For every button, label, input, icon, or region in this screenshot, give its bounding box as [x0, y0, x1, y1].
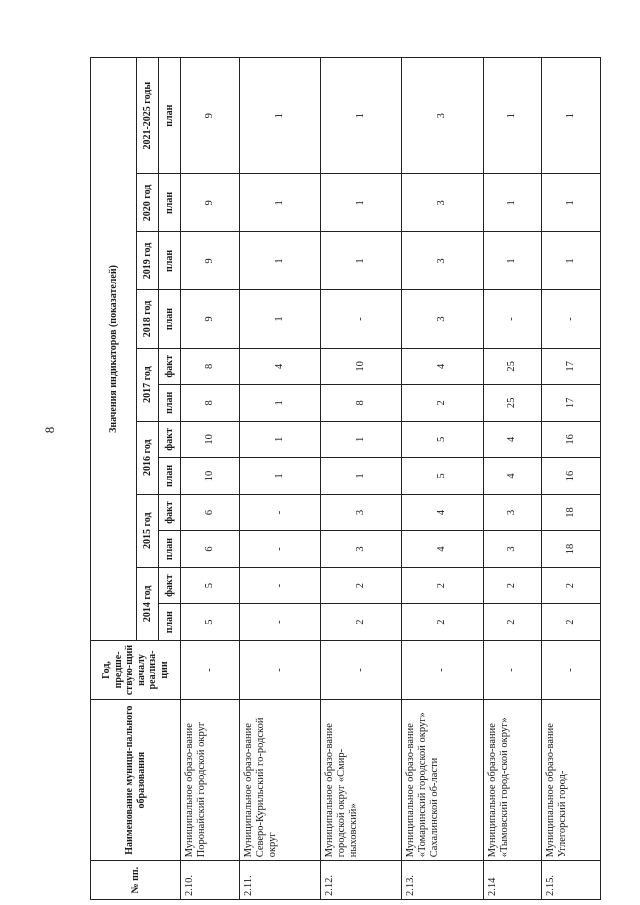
year-header: 2019 год	[137, 232, 159, 290]
year-header: 2016 год	[137, 421, 159, 494]
indicator-value: -	[320, 290, 401, 348]
col-name-header: Наименование муници-пального образования	[91, 700, 181, 861]
indicator-value: 2	[320, 604, 401, 641]
indicator-value: 4	[402, 348, 483, 385]
indicator-value: -	[239, 604, 320, 641]
municipality-name: Муниципальное образо-вание Углегорский город-	[542, 700, 601, 861]
indicator-value: 8	[320, 385, 401, 422]
fact-header: факт	[159, 494, 181, 531]
plan-header: план	[159, 232, 181, 290]
indicator-value: 1	[320, 458, 401, 495]
indicator-value: 9	[181, 290, 240, 348]
table-row	[483, 58, 542, 900]
indicator-value: 1	[320, 174, 401, 232]
plan-header: план	[159, 458, 181, 495]
year-header: 2014 год	[137, 567, 159, 640]
indicator-value: 1	[239, 458, 320, 495]
year-before-value: -	[181, 640, 240, 699]
fact-header: факт	[159, 348, 181, 385]
indicator-value: 2	[402, 604, 483, 641]
plan-header: план	[159, 531, 181, 568]
table-row	[542, 58, 601, 900]
year-before-value: -	[542, 640, 601, 699]
row-number: 2.13.	[402, 861, 483, 900]
indicator-value: 18	[542, 531, 601, 568]
indicator-value: -	[239, 567, 320, 604]
year-header: 2017 год	[137, 348, 159, 421]
indicator-value: 10	[320, 348, 401, 385]
indicator-value: 8	[181, 385, 240, 422]
indicator-value: 4	[402, 531, 483, 568]
indicator-value: 6	[181, 494, 240, 531]
row-number: 2.15.	[542, 861, 601, 900]
indicator-value: 25	[483, 385, 542, 422]
table-row	[320, 58, 401, 900]
municipality-name: Муниципальное образо-вание городской округ «Смир-ныховский»	[320, 700, 401, 861]
indicator-value: 10	[181, 421, 240, 458]
indicators-header: Значения индикаторов (показателей)	[91, 58, 137, 641]
plan-header: план	[159, 174, 181, 232]
indicator-value: 1	[239, 174, 320, 232]
indicator-value: 1	[239, 290, 320, 348]
indicator-value: 3	[483, 494, 542, 531]
indicator-value: 1	[483, 232, 542, 290]
indicator-value: 5	[181, 567, 240, 604]
indicator-value: 3	[320, 494, 401, 531]
indicator-value: 6	[181, 531, 240, 568]
indicators-table	[90, 57, 601, 900]
page-number: 8	[42, 426, 57, 434]
indicator-value: 1	[239, 232, 320, 290]
indicator-value: 4	[483, 458, 542, 495]
indicator-value: 2	[483, 604, 542, 641]
col-before-header: Год, предше-ствую-щий началу реализа-ции	[91, 640, 181, 699]
indicator-value: 1	[320, 421, 401, 458]
year-before-value: -	[483, 640, 542, 699]
indicator-value: 5	[402, 421, 483, 458]
indicator-value: 2	[542, 604, 601, 641]
indicator-value: 4	[483, 421, 542, 458]
indicator-value: 4	[239, 348, 320, 385]
indicator-value: 1	[542, 174, 601, 232]
indicator-value: 17	[542, 385, 601, 422]
indicator-value: 25	[483, 348, 542, 385]
municipality-name: Муниципальное образо-вание «Тымовский город-ской округ»	[483, 700, 542, 861]
indicator-value: 5	[402, 458, 483, 495]
plan-header: план	[159, 290, 181, 348]
indicator-value: 3	[402, 290, 483, 348]
plan-header: план	[159, 604, 181, 641]
indicator-value: -	[483, 290, 542, 348]
municipality-name: Муниципальное образо-вание «Томаринский городской округ» Сахалинской об-ласти	[402, 700, 483, 861]
indicator-value: 2	[320, 567, 401, 604]
indicator-value: 1	[239, 58, 320, 174]
indicator-value: 1	[483, 58, 542, 174]
row-number: 2.10.	[181, 861, 240, 900]
plan-header: план	[159, 385, 181, 422]
year-header: 2021-2025 годы	[137, 58, 159, 174]
indicator-value: 8	[181, 348, 240, 385]
table-row	[239, 58, 320, 900]
indicator-value: 3	[402, 174, 483, 232]
year-before-value: -	[320, 640, 401, 699]
indicator-value: 1	[320, 232, 401, 290]
municipality-name: Муниципальное образо-вание Поронайский городской округ	[181, 700, 240, 861]
indicator-value: 2	[402, 567, 483, 604]
indicator-value: 4	[402, 494, 483, 531]
indicator-value: 10	[181, 458, 240, 495]
indicator-value: 3	[402, 232, 483, 290]
indicator-value: 9	[181, 174, 240, 232]
indicator-value: 5	[181, 604, 240, 641]
table-row	[402, 58, 483, 900]
indicator-value: 1	[239, 421, 320, 458]
indicator-value: 2	[483, 567, 542, 604]
indicator-value: 1	[483, 174, 542, 232]
indicator-value: 18	[542, 494, 601, 531]
municipality-name: Муниципальное образо-вание Северо-Курильский го-родской округ	[239, 700, 320, 861]
indicator-value: 3	[483, 531, 542, 568]
indicator-value: 2	[542, 567, 601, 604]
plan-header: план	[159, 58, 181, 174]
indicator-table-sheet	[90, 57, 601, 900]
fact-header: факт	[159, 567, 181, 604]
indicator-value: -	[542, 290, 601, 348]
indicator-value: 17	[542, 348, 601, 385]
indicator-value: 9	[181, 58, 240, 174]
indicator-value: 16	[542, 458, 601, 495]
year-header: 2018 год	[137, 290, 159, 348]
year-before-value: -	[239, 640, 320, 699]
row-number: 2.12.	[320, 861, 401, 900]
indicator-value: -	[239, 531, 320, 568]
fact-header: факт	[159, 421, 181, 458]
indicator-value: 1	[542, 232, 601, 290]
indicator-value: 2	[402, 385, 483, 422]
row-number: 2.14	[483, 861, 542, 900]
indicator-value: 3	[320, 531, 401, 568]
indicator-value: 1	[239, 385, 320, 422]
indicator-value: 16	[542, 421, 601, 458]
table-row	[181, 58, 240, 900]
year-header: 2015 год	[137, 494, 159, 567]
indicator-value: -	[239, 494, 320, 531]
col-no-header: № пп.	[91, 861, 181, 900]
row-number: 2.11.	[239, 861, 320, 900]
year-header: 2020 год	[137, 174, 159, 232]
indicator-value: 3	[402, 58, 483, 174]
indicator-value: 9	[181, 232, 240, 290]
indicator-value: 1	[542, 58, 601, 174]
indicator-value: 1	[320, 58, 401, 174]
year-before-value: -	[402, 640, 483, 699]
